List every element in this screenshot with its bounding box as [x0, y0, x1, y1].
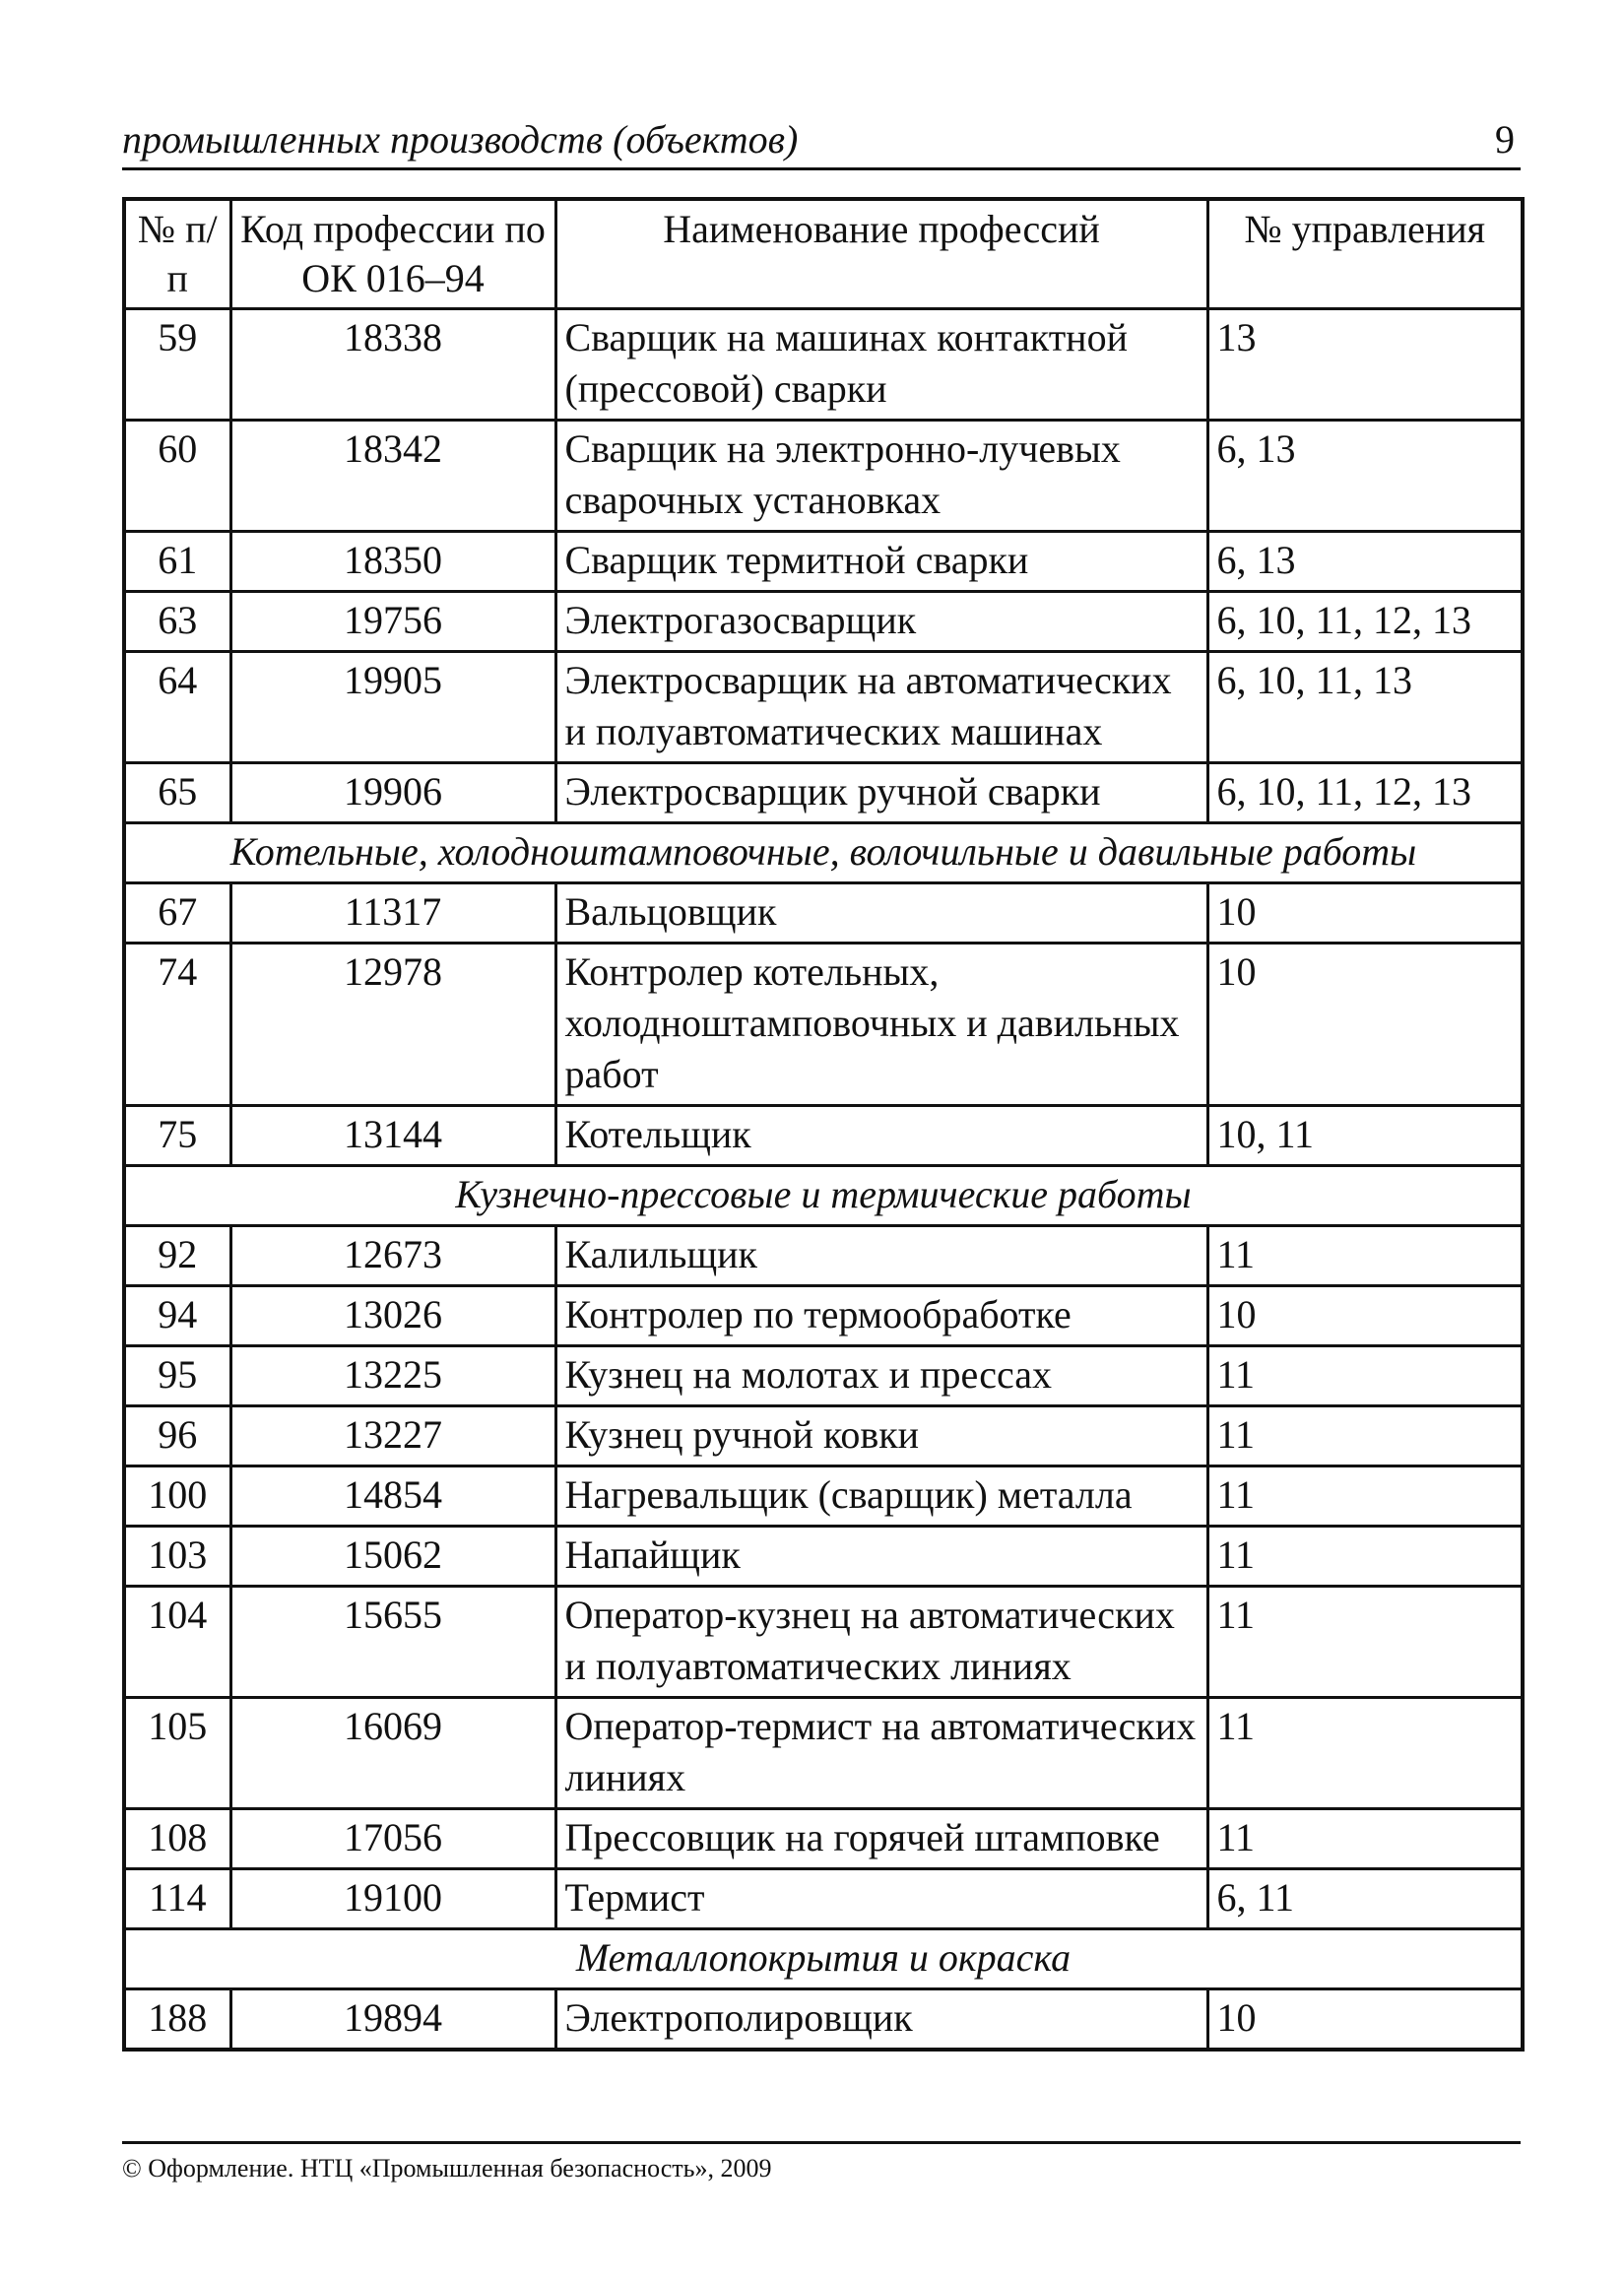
profession-code: 14854	[230, 1466, 555, 1527]
row-number: 74	[124, 944, 230, 1106]
management-numbers: 6, 13	[1207, 421, 1523, 532]
page-number: 9	[1495, 117, 1515, 162]
row-number: 94	[124, 1286, 230, 1346]
management-numbers: 6, 10, 11, 12, 13	[1207, 592, 1523, 652]
management-numbers: 11	[1207, 1226, 1523, 1286]
management-numbers: 11	[1207, 1587, 1523, 1698]
row-number: 108	[124, 1809, 230, 1869]
profession-code: 13225	[230, 1346, 555, 1406]
table-row	[124, 1106, 1523, 1166]
column-header-name: Наименование профессий	[555, 199, 1207, 309]
row-number: 103	[124, 1527, 230, 1587]
profession-code: 15062	[230, 1527, 555, 1587]
footer-divider	[122, 2141, 1521, 2144]
profession-code: 13144	[230, 1106, 555, 1166]
row-number: 64	[124, 652, 230, 763]
profession-name: Кузнец ручной ковки	[555, 1406, 1207, 1466]
profession-code: 12978	[230, 944, 555, 1106]
row-number: 67	[124, 883, 230, 944]
profession-code: 18338	[230, 309, 555, 421]
profession-name: Контролер котельных, холодноштамповочных и давильных работ	[555, 944, 1207, 1106]
table-row	[124, 763, 1523, 823]
row-number: 114	[124, 1869, 230, 1929]
table-row	[124, 1587, 1523, 1698]
table-row	[124, 421, 1523, 532]
table-row	[124, 883, 1523, 944]
profession-name: Сварщик на машинах контактной (прессовой) сварки	[555, 309, 1207, 421]
row-number: 104	[124, 1587, 230, 1698]
profession-code: 19905	[230, 652, 555, 763]
profession-code: 19756	[230, 592, 555, 652]
profession-name: Прессовщик на горячей штамповке	[555, 1809, 1207, 1869]
column-header-code: Код профессии по ОК 016–94	[230, 199, 555, 309]
table-row	[124, 1466, 1523, 1527]
row-number: 105	[124, 1698, 230, 1809]
management-numbers: 10, 11	[1207, 1106, 1523, 1166]
professions-table	[122, 197, 1525, 2052]
profession-name: Термист	[555, 1869, 1207, 1929]
row-number: 100	[124, 1466, 230, 1527]
profession-name: Нагревальщик (сварщик) металла	[555, 1466, 1207, 1527]
row-number: 60	[124, 421, 230, 532]
profession-name: Контролер по термообработке	[555, 1286, 1207, 1346]
section-title: Котельные, холодноштамповочные, волочильные и давильные работы	[124, 823, 1523, 883]
management-numbers: 10	[1207, 1286, 1523, 1346]
table-row	[124, 1869, 1523, 1929]
table-row	[124, 1346, 1523, 1406]
table-row	[124, 944, 1523, 1106]
profession-code: 19100	[230, 1869, 555, 1929]
row-number: 63	[124, 592, 230, 652]
profession-code: 13227	[230, 1406, 555, 1466]
management-numbers: 13	[1207, 309, 1523, 421]
table-row	[124, 1226, 1523, 1286]
management-numbers: 11	[1207, 1527, 1523, 1587]
column-header-num: № п/п	[124, 199, 230, 309]
management-numbers: 11	[1207, 1406, 1523, 1466]
row-number: 65	[124, 763, 230, 823]
row-number: 92	[124, 1226, 230, 1286]
management-numbers: 10	[1207, 883, 1523, 944]
table-row	[124, 1527, 1523, 1587]
profession-name: Оператор-кузнец на автоматических и полуавтоматических линиях	[555, 1587, 1207, 1698]
profession-name: Электросварщик на автоматических и полуавтоматических машинах	[555, 652, 1207, 763]
table-row	[124, 1809, 1523, 1869]
profession-name: Напайщик	[555, 1527, 1207, 1587]
management-numbers: 6, 10, 11, 13	[1207, 652, 1523, 763]
footer-copyright: © Оформление. НТЦ «Промышленная безопасность», 2009	[122, 2154, 772, 2182]
profession-name: Котельщик	[555, 1106, 1207, 1166]
profession-name: Оператор-термист на автоматических линиях	[555, 1698, 1207, 1809]
profession-code: 19894	[230, 1989, 555, 2051]
profession-name: Электросварщик ручной сварки	[555, 763, 1207, 823]
row-number: 96	[124, 1406, 230, 1466]
row-number: 95	[124, 1346, 230, 1406]
table-row	[124, 1286, 1523, 1346]
profession-code: 18350	[230, 532, 555, 592]
management-numbers: 11	[1207, 1346, 1523, 1406]
section-row	[124, 823, 1523, 883]
profession-code: 17056	[230, 1809, 555, 1869]
profession-code: 18342	[230, 421, 555, 532]
table-row	[124, 1406, 1523, 1466]
table-row	[124, 309, 1523, 421]
profession-code: 15655	[230, 1587, 555, 1698]
profession-code: 13026	[230, 1286, 555, 1346]
row-number: 75	[124, 1106, 230, 1166]
section-title: Металлопокрытия и окраска	[124, 1929, 1523, 1989]
table-header	[124, 199, 1523, 309]
profession-name: Электрогазосварщик	[555, 592, 1207, 652]
profession-code: 19906	[230, 763, 555, 823]
section-row	[124, 1166, 1523, 1226]
header-title: промышленных производств (объектов)	[122, 117, 799, 162]
management-numbers: 6, 13	[1207, 532, 1523, 592]
profession-code: 11317	[230, 883, 555, 944]
management-numbers: 11	[1207, 1698, 1523, 1809]
profession-code: 16069	[230, 1698, 555, 1809]
profession-name: Кузнец на молотах и прессах	[555, 1346, 1207, 1406]
management-numbers: 10	[1207, 1989, 1523, 2051]
table-row	[124, 652, 1523, 763]
table-row	[124, 592, 1523, 652]
management-numbers: 6, 10, 11, 12, 13	[1207, 763, 1523, 823]
row-number: 61	[124, 532, 230, 592]
management-numbers: 6, 11	[1207, 1869, 1523, 1929]
table-body	[124, 309, 1523, 2051]
table-row	[124, 1989, 1523, 2051]
profession-name: Сварщик термитной сварки	[555, 532, 1207, 592]
section-row	[124, 1929, 1523, 1989]
profession-code: 12673	[230, 1226, 555, 1286]
page-header	[122, 116, 1521, 170]
row-number: 59	[124, 309, 230, 421]
row-number: 188	[124, 1989, 230, 2051]
management-numbers: 11	[1207, 1466, 1523, 1527]
profession-name: Вальцовщик	[555, 883, 1207, 944]
management-numbers: 11	[1207, 1809, 1523, 1869]
profession-name: Сварщик на электронно-лучевых сварочных установках	[555, 421, 1207, 532]
column-header-mgmt: № управления	[1207, 199, 1523, 309]
header-row	[124, 199, 1523, 309]
section-title: Кузнечно-прессовые и термические работы	[124, 1166, 1523, 1226]
profession-name: Электрополировщик	[555, 1989, 1207, 2051]
table-row	[124, 1698, 1523, 1809]
table-row	[124, 532, 1523, 592]
management-numbers: 10	[1207, 944, 1523, 1106]
profession-name: Калильщик	[555, 1226, 1207, 1286]
